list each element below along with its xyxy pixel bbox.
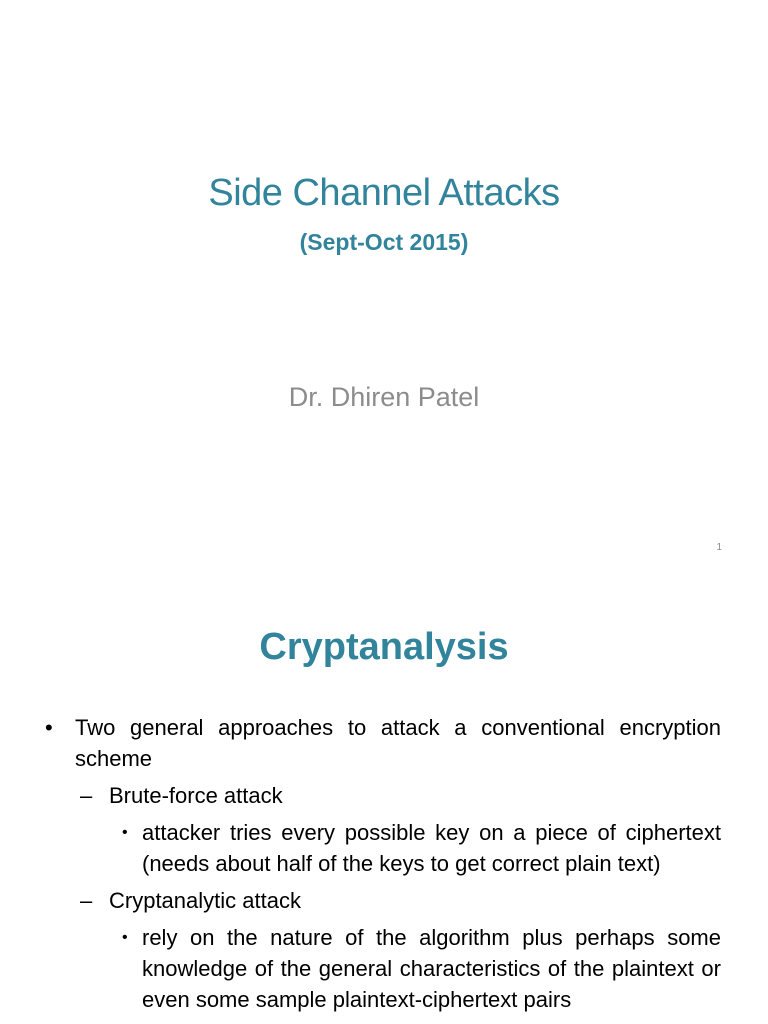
bullet-marker: • [122, 824, 128, 841]
author-name: Dr. Dhiren Patel [288, 382, 480, 412]
bullet-marker: • [45, 715, 53, 740]
bullet-marker: • [122, 929, 128, 946]
bullet-text: Cryptanalytic attack [109, 888, 301, 913]
list-item [80, 885, 721, 916]
cryptanalysis-slide [0, 576, 768, 1024]
list-item [45, 712, 721, 774]
page-number: 1 [716, 542, 722, 553]
bullet-text: attacker tries every possible key on a piece of ciphertext (needs about half of the keys to get correct plain text) [142, 820, 721, 876]
bullet-text: rely on the nature of the algorithm plus perhaps some knowledge of the general characteristics of the plaintext or even some sample plaintext-ciphertext pairs [142, 925, 721, 1012]
list-item [122, 817, 721, 879]
dash-marker: – [80, 783, 93, 808]
dash-marker: – [80, 888, 93, 913]
bullet-list [0, 712, 768, 1015]
slide-subtitle: (Sept-Oct 2015) [299, 229, 469, 255]
slide-title: Cryptanalysis [259, 626, 509, 668]
bullet-text: Two general approaches to attack a conventional encryption scheme [75, 715, 721, 771]
slide-title: Side Channel Attacks [208, 172, 560, 214]
list-item [80, 780, 721, 811]
bullet-text: Brute-force attack [109, 783, 283, 808]
list-item [122, 922, 721, 1015]
